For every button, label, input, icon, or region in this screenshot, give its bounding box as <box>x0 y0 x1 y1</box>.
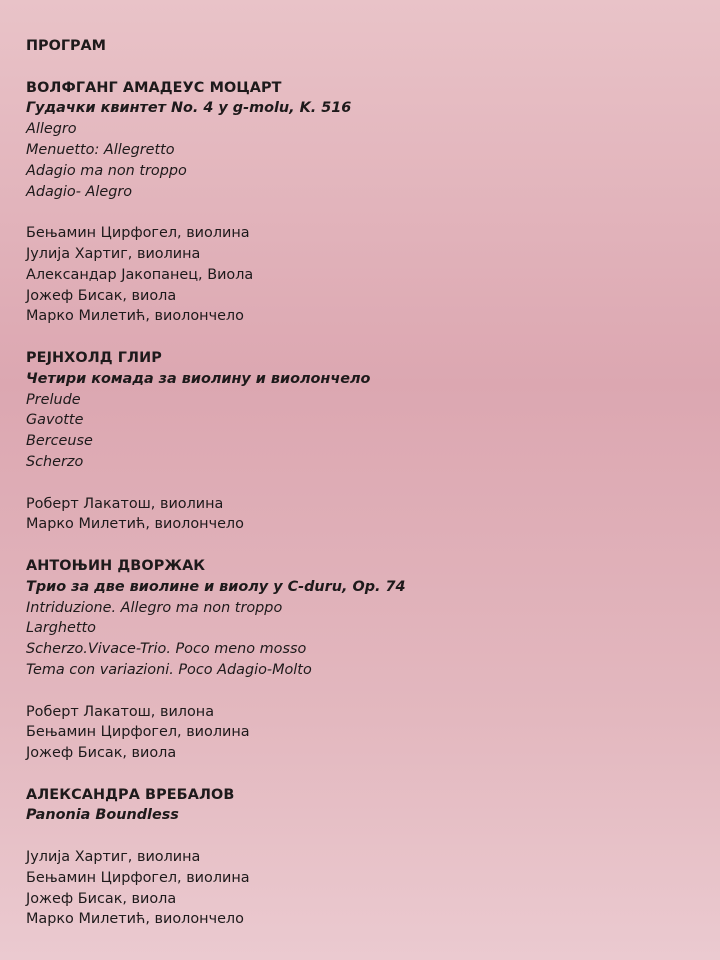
spacer <box>26 327 706 348</box>
composer-name: АЛЕКСАНДРА ВРЕБАЛОВ <box>26 786 235 803</box>
performer-item: Јожеф Бисак, виола <box>26 287 177 304</box>
performer-list <box>26 223 706 327</box>
composer-name: АНТОЊИН ДВОРЖАК <box>26 557 206 574</box>
spacer <box>26 535 706 556</box>
movement-item: Scherzo.Vivace-Trio. Poco meno mosso <box>26 641 307 658</box>
work-title: Panonia Boundless <box>26 807 179 824</box>
spacer <box>26 202 706 223</box>
movement-item: Berceuse <box>26 433 93 450</box>
movement-item: Scherzo <box>26 453 84 470</box>
performer-list <box>26 702 706 764</box>
movement-list <box>26 119 706 202</box>
spacer <box>26 764 706 785</box>
program-section-dvorak <box>26 556 706 764</box>
performer-item: Јожеф Бисак, виола <box>26 890 177 907</box>
movement-item: Adagio- Alegro <box>26 183 133 200</box>
work-title: Четири комада за виолину и виолончело <box>26 370 371 387</box>
composer-name: РЕЈНХОЛД ГЛИР <box>26 349 162 366</box>
performer-item: Марко Милетић, виолончело <box>26 911 244 928</box>
performer-item: Марко Милетић, виолончело <box>26 308 244 325</box>
program-document <box>26 36 706 930</box>
movement-item: Allegro <box>26 121 77 138</box>
program-section-glier <box>26 348 706 535</box>
work-title: Гудачки квинтет No. 4 у g-molu, K. 516 <box>26 100 352 117</box>
program-title: ПРОГРАМ <box>26 38 106 54</box>
movement-item: Tema con variazioni. Poco Adagio-Molto <box>26 661 312 678</box>
performer-item: Марко Милетић, виолончело <box>26 516 244 533</box>
performer-item: Јулија Хартиг, виолина <box>26 245 201 262</box>
performer-list <box>26 847 706 930</box>
spacer <box>26 681 706 702</box>
performer-item: Јулија Хартиг, виолина <box>26 849 201 866</box>
movement-item: Larghetto <box>26 620 96 637</box>
performer-item: Бењамин Цирфогел, виолина <box>26 724 250 741</box>
work-title: Трио за две виолине и виолу у C-duru, Op. 74 <box>26 578 406 595</box>
spacer <box>26 826 706 847</box>
performer-item: Бењамин Цирфогел, виолина <box>26 869 250 886</box>
movement-list <box>26 598 706 681</box>
performer-item: Александар Јакопанец, Виола <box>26 266 254 283</box>
movement-list <box>26 390 706 473</box>
movement-item: Gavotte <box>26 412 84 429</box>
performer-list <box>26 494 706 536</box>
spacer <box>26 57 706 78</box>
spacer <box>26 473 706 494</box>
program-section-vrebalov <box>26 785 706 931</box>
performer-item: Роберт Лакатош, вилона <box>26 703 215 720</box>
movement-item: Intriduzione. Allegro ma non troppo <box>26 599 283 616</box>
movement-item: Prelude <box>26 391 81 408</box>
performer-item: Роберт Лакатош, виолина <box>26 495 224 512</box>
composer-name: ВОЛФГАНГ АМАДЕУС МОЦАРТ <box>26 79 282 96</box>
program-section-mozart <box>26 78 706 328</box>
performer-item: Бењамин Цирфогел, виолина <box>26 225 250 242</box>
movement-item: Menuetto: Allegretto <box>26 141 175 158</box>
movement-item: Adagio ma non troppo <box>26 162 187 179</box>
performer-item: Јожеф Бисак, виола <box>26 745 177 762</box>
